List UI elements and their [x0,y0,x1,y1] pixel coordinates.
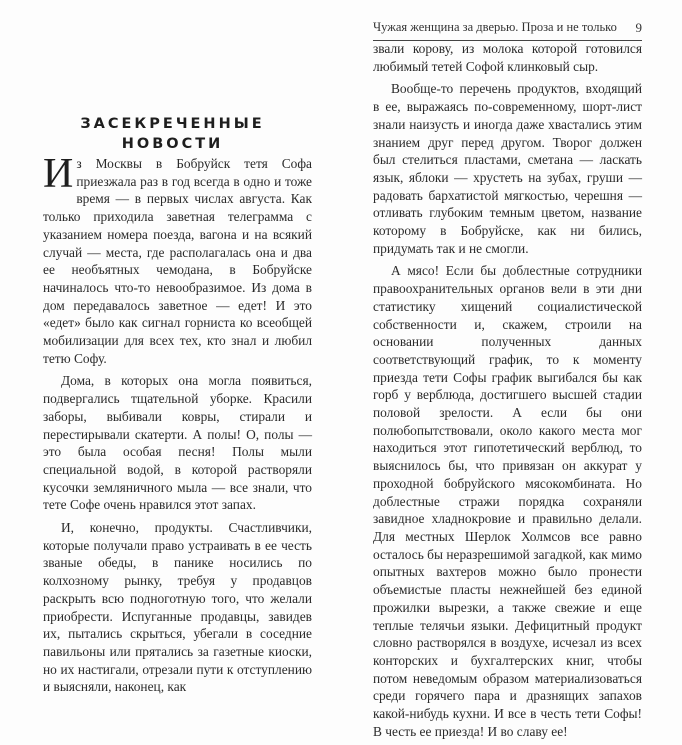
running-header [373,20,642,41]
chapter-title [40,114,305,154]
page-number: 9 [635,20,642,35]
running-header-title: Чужая женщина за дверью. Проза и не только [373,20,617,34]
chapter-title-line1: ЗАСЕКРЕЧЕННЫЕ [80,116,265,132]
paragraph: Из Москвы в Бобруйск тетя Софа приезжала раз в год всегда в одно и тоже время — в первых числах августа. Как только приходила заветная телеграмма с указанием номера поезда, вагона и на всякий случай — места, где располагалась она и два ее необъятных чемодана, в Бобруйске начиналось что-то невообразимое. Из дома в дом передавалось заветное — едет! И это «едет» было как сигнал горниста ко всеобщей мобилизации для всех тех, кто знал и любил тетю Софу. [43,151,312,366]
paragraph: А мясо! Если бы доблестные сотрудники правоохранительных органов вели в эти дни статистику хищений социалистической собственности и, скажем, строили на основании полученных данных соответствующий график, то к моменту приезда тети Софы график выгибался бы как горб у верблюда, достигшего высшей стадии половой зрелости. А если бы они полюбопытствовали, около какого места мог находиться этот гипотетический верблюд, то выяснилось бы, что привязан он аккурат у проходной бобруйского мясокомбината. Но доблестные стражи порядка сохраняли завидное хладнокровие и правильно делали. Для местных Шерлок Холмсов все равно осталось бы неразрешимой загадкой, как мимо опытных вахтеров можно было пронести объемистые пласты нежнейшей без единой прожилки вырезки, а также свежие и еще теплые телячьи языки. Дефицитный продукт словно растворялся в воздухе, исчезал из всех конторских и бухгалтерских книг, чтобы потом неведомым образом материализоваться среди горячего пара и дразнящих запахов какой-нибудь кухни. И все в честь тети Софы! В честь ее приезда! И во славу ее! [373,263,642,739]
right-page-body [373,40,642,745]
paragraph: Дома, в которых она могла появиться, подвергались тщательной уборке. Красили заборы, выбивали ковры, стирали и перестирывали скатерти. А полы! О, полы — это была особая песня! Полы мыли специальной водой, в которой растворяли кусочки земляничного мыла — все знали, что тете Софе очень нравился этот запах. [43,373,312,513]
drop-cap: И [43,151,74,197]
paragraph: звали корову, из молока которой готовился любимый тетей Софой клинковый сыр. [373,41,642,74]
chapter-title-line2: НОВОСТИ [121,136,224,152]
paragraph: Вообще-то перечень продуктов, входящий в ее, выражаясь по-современному, шорт-лист знали наизусть и иногда даже хвастались этим знанием друг перед другом. Творог должен был стелиться пластами, сметана — ласкать язык, яблоки — хрустеть на зубах, груши — радовать бархатистой мягкостью, черешня — отливать глубоким темным цветом, название которому в Бобруйске, как ни бились, придумать так и не смогли. [373,81,642,256]
paragraph: И, конечно, продукты. Счастливчики, которые получали право устраивать в ее честь званые обеды, в панике носились по колхозному рынку, требуя у продавцов раскрыть всю подноготную того, что желали приобрести. Испуганные продавцы, завидев их, пытались скрыться, убегали в соседние павильоны или прятались за газетные киоски, но их настигали, отрезали пути к отступлению и выясняли, наконец, как [43,520,312,695]
left-page [0,0,341,695]
left-page-body [43,151,312,701]
